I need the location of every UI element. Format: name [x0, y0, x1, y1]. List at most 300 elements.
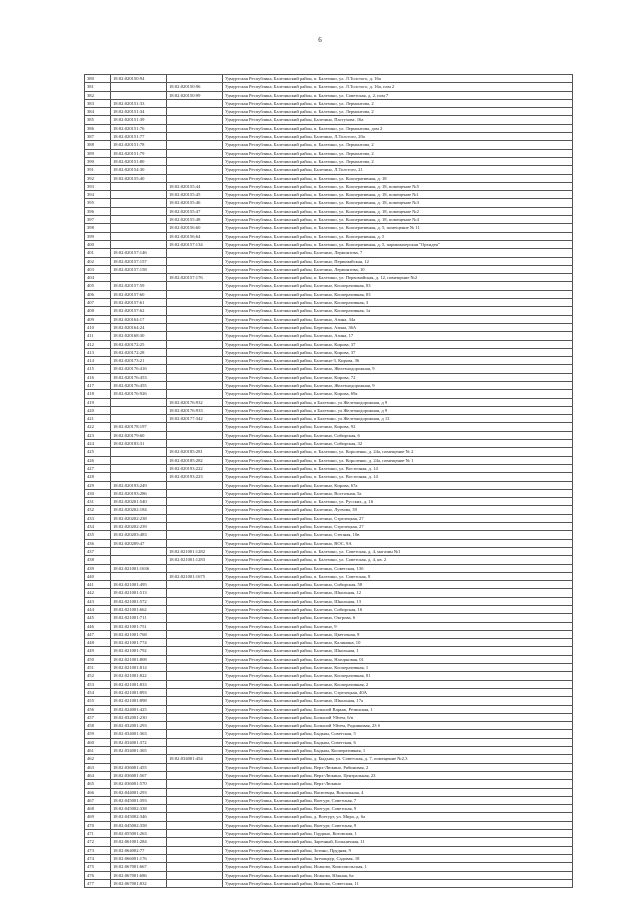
row-number-cell: 386	[85, 124, 111, 132]
premises-cadastral-number-cell	[167, 531, 223, 539]
cadastral-number-cell: 18:02:021001:792	[111, 647, 167, 655]
row-number-cell: 470	[85, 821, 111, 829]
table-row	[85, 854, 573, 862]
cadastral-number-cell	[111, 473, 167, 481]
address-cell: Удмуртская Республика, Балезинский район, Большой Варыж, Резинская, 1	[223, 705, 573, 713]
premises-cadastral-number-cell	[167, 672, 223, 680]
address-cell: Удмуртская Республика, Балезинский район, п. Балезино, ул. Советская, д. 4, магазин №1	[223, 547, 573, 555]
row-number-cell: 401	[85, 249, 111, 257]
cadastral-number-cell: 18:02:020201:540	[111, 498, 167, 506]
table-row	[85, 166, 573, 174]
cadastral-number-cell	[111, 448, 167, 456]
row-number-cell: 424	[85, 440, 111, 448]
cadastral-number-cell: 18:02:020154:30	[111, 166, 167, 174]
table-row	[85, 340, 573, 348]
table-row	[85, 182, 573, 190]
premises-cadastral-number-cell: 18:02:020155:48	[167, 216, 223, 224]
cadastral-number-cell: 18:02:036001:567	[111, 771, 167, 779]
table-row	[85, 697, 573, 705]
row-number-cell: 393	[85, 182, 111, 190]
row-number-cell: 455	[85, 697, 111, 705]
cadastral-number-cell: 18:02:045002:338	[111, 805, 167, 813]
address-cell: Удмуртская Республика, Балезинский район, Балезино, Железнодорожная, 9	[223, 381, 573, 389]
cadastral-number-cell: 18:02:020176:416	[111, 365, 167, 373]
row-number-cell: 380	[85, 75, 111, 83]
premises-cadastral-number-cell	[167, 423, 223, 431]
address-cell: Удмуртская Республика, Балезинский район, Балезино, Сибирская, 32	[223, 440, 573, 448]
premises-cadastral-number-cell	[167, 265, 223, 273]
premises-cadastral-number-cell	[167, 323, 223, 331]
cadastral-number-cell: 18:02:055001:263	[111, 830, 167, 838]
row-number-cell: 402	[85, 257, 111, 265]
row-number-cell: 427	[85, 464, 111, 472]
table-row	[85, 763, 573, 771]
premises-cadastral-number-cell	[167, 141, 223, 149]
premises-cadastral-number-cell	[167, 730, 223, 738]
table-row	[85, 282, 573, 290]
address-cell: Удмуртская Республика, Балезинский район, п. Балезино, ул. Кооперативная, д. 18, помещение №3	[223, 199, 573, 207]
cadastral-number-cell: 18:02:020155:40	[111, 174, 167, 182]
table-row	[85, 274, 573, 282]
address-cell: Удмуртская Республика, Балезинский район, п. Балезино, ул. Первомайская, д. 12, помещение №2	[223, 274, 573, 282]
address-cell: Удмуртская Республика, Балезинский район, Балезино, Стрелецкая, 27	[223, 523, 573, 531]
address-cell: Удмуртская Республика, Балезинский район, п. Балезино, ул. Кооперативная, д. 18, помещение №5	[223, 182, 573, 190]
table-row	[85, 581, 573, 589]
table-row	[85, 655, 573, 663]
table-row	[85, 440, 573, 448]
table-row	[85, 149, 573, 157]
table-row	[85, 713, 573, 721]
row-number-cell: 414	[85, 357, 111, 365]
table-row	[85, 796, 573, 804]
cadastral-number-cell	[111, 207, 167, 215]
cadastral-number-cell: 18:02:020164:24	[111, 323, 167, 331]
row-number-cell: 396	[85, 207, 111, 215]
row-number-cell: 432	[85, 506, 111, 514]
premises-cadastral-number-cell	[167, 290, 223, 298]
row-number-cell: 417	[85, 381, 111, 389]
premises-cadastral-number-cell: 18:02:021001:1282	[167, 547, 223, 555]
address-cell: Удмуртская Республика, Балезинский район, Балезино, ВОС, 9А	[223, 539, 573, 547]
table-row	[85, 357, 573, 365]
table-row	[85, 174, 573, 182]
row-number-cell: 381	[85, 83, 111, 91]
cadastral-number-cell: 18:02:020151:39	[111, 116, 167, 124]
address-cell: Удмуртская Республика, Балезинский район, д. Быдьин, ул. Советская, д. 7, помещение №2,3	[223, 755, 573, 763]
row-number-cell: 436	[85, 539, 111, 547]
row-number-cell: 408	[85, 307, 111, 315]
address-cell: Удмуртская Республика, Балезинский район, д. Воегурт, ул. Мира, д. 6а	[223, 813, 573, 821]
cadastral-number-cell: 18:02:020176:453	[111, 373, 167, 381]
address-cell: Удмуртская Республика, Балезинский район, Балезино, Стрелецкая, 40А	[223, 688, 573, 696]
table-row	[85, 390, 573, 398]
cadastral-number-cell	[111, 274, 167, 282]
row-number-cell: 405	[85, 282, 111, 290]
address-cell: Удмуртская Республика, Балезинский район, Исаково, Южная, 6а	[223, 871, 573, 879]
premises-cadastral-number-cell	[167, 523, 223, 531]
address-cell: Удмуртская Республика, Балезинский район, Балезино, Школьная, 17а	[223, 697, 573, 705]
table-row	[85, 116, 573, 124]
premises-cadastral-number-cell	[167, 722, 223, 730]
cadastral-number-cell: 18:02:021001:814	[111, 664, 167, 672]
row-number-cell: 406	[85, 290, 111, 298]
address-cell: Удмуртская Республика, Балезинский район, Исаково, Комсомольская, 1	[223, 863, 573, 871]
table-row	[85, 597, 573, 605]
cadastral-number-cell: 18:02:064002:77	[111, 846, 167, 854]
address-cell: Удмуртская Республика, Балезинский район, Балезино, Школьная, 13	[223, 597, 573, 605]
address-cell: Удмуртская Республика, Балезинский район, Березина, Азина, 36А	[223, 323, 573, 331]
table-row	[85, 630, 573, 638]
address-cell: Удмуртская Республика, Балезинский район, Гордино, Котовская, 1	[223, 830, 573, 838]
address-cell: Удмуртская Республика, Балезинский район, Воегурт, Советская, 9	[223, 805, 573, 813]
row-number-cell: 388	[85, 141, 111, 149]
table-row	[85, 664, 573, 672]
row-number-cell: 397	[85, 216, 111, 224]
cadastral-number-cell: 18:02:020164:17	[111, 315, 167, 323]
address-cell: Удмуртская Республика, Балезинский район, Балезино, Восточная, 5а	[223, 489, 573, 497]
address-cell: Удмуртская Республика, Балезинский район, п. Балезино, ул. Кооперативная, д. 18	[223, 174, 573, 182]
premises-cadastral-number-cell	[167, 805, 223, 813]
cadastral-number-cell	[111, 199, 167, 207]
address-cell: Удмуртская Республика, Балезинский район, Балезино, Цветочная, 8	[223, 630, 573, 638]
row-number-cell: 473	[85, 846, 111, 854]
row-number-cell: 389	[85, 149, 111, 157]
address-cell: Удмуртская Республика, Балезинский район, Балезино, Кирова, 92	[223, 423, 573, 431]
premises-cadastral-number-cell	[167, 813, 223, 821]
row-number-cell: 458	[85, 722, 111, 730]
cadastral-number-cell: 18:02:020157:59	[111, 282, 167, 290]
address-cell: Удмуртская Республика, Балезинский район, п Балезино, ул Железнодорожная, д 9	[223, 406, 573, 414]
cadastral-number-cell	[111, 547, 167, 555]
table-row	[85, 207, 573, 215]
premises-cadastral-number-cell: 18:02:020156:64	[167, 232, 223, 240]
address-cell: Удмуртская Республика, Балезинский район, Балезино-3, Кирова, 36	[223, 357, 573, 365]
table-row	[85, 224, 573, 232]
premises-cadastral-number-cell: 18:02:020185:282	[167, 456, 223, 464]
cadastral-number-cell	[111, 91, 167, 99]
premises-cadastral-number-cell	[167, 664, 223, 672]
table-row	[85, 688, 573, 696]
row-number-cell: 404	[85, 274, 111, 282]
table-row	[85, 456, 573, 464]
premises-cadastral-number-cell	[167, 780, 223, 788]
premises-cadastral-number-cell: 18:02:020193:223	[167, 473, 223, 481]
cadastral-number-cell: 18:02:021001:893	[111, 688, 167, 696]
premises-cadastral-number-cell	[167, 771, 223, 779]
row-number-cell: 415	[85, 365, 111, 373]
cadastral-number-cell: 18:02:034001:363	[111, 730, 167, 738]
row-number-cell: 382	[85, 91, 111, 99]
cadastral-number-cell: 18:02:067001:667	[111, 863, 167, 871]
address-cell: Удмуртская Республика, Балезинский район, п. Балезино, ул. Короленко, д. 24а, помещение № 1	[223, 456, 573, 464]
premises-cadastral-number-cell: 18:02:020150:96	[167, 83, 223, 91]
row-number-cell: 477	[85, 879, 111, 887]
premises-cadastral-number-cell	[167, 871, 223, 879]
cadastral-number-cell: 18:02:045002:358	[111, 821, 167, 829]
address-cell: Удмуртская Республика, Балезинский район, Балезино, Нагорновая, 01	[223, 655, 573, 663]
address-cell: Удмуртская Республика, Балезинский район, Балезино, Кирова, 72	[223, 373, 573, 381]
table-row	[85, 265, 573, 273]
address-cell: Удмуртская Республика, Балезинский район, Воегурт, Советская, 9	[223, 821, 573, 829]
premises-cadastral-number-cell	[167, 713, 223, 721]
table-row	[85, 332, 573, 340]
premises-cadastral-number-cell	[167, 381, 223, 389]
address-cell: Удмуртская Республика, Балезинский район, Балезино, Советская, 13б	[223, 564, 573, 572]
row-number-cell: 400	[85, 240, 111, 248]
row-number-cell: 384	[85, 108, 111, 116]
row-number-cell: 412	[85, 340, 111, 348]
cadastral-number-cell: 18:02:020157:62	[111, 307, 167, 315]
cadastral-number-cell: 18:02:067001:832	[111, 879, 167, 887]
table-row	[85, 647, 573, 655]
address-cell: Удмуртская Республика, Балезинский район, Балезино, Кирова, 37	[223, 340, 573, 348]
cadastral-number-cell: 18:02:020172:28	[111, 348, 167, 356]
premises-cadastral-number-cell	[167, 124, 223, 132]
table-row	[85, 755, 573, 763]
address-cell: Удмуртская Республика, Балезинский район, Балезино, Л.Толстого, 21	[223, 166, 573, 174]
address-cell: Удмуртская Республика, Балезинский район, Балезино, Лермонтова, 10	[223, 265, 573, 273]
cadastral-number-cell: 18:02:020172:25	[111, 340, 167, 348]
table-row	[85, 157, 573, 165]
table-row	[85, 788, 573, 796]
table-row	[85, 191, 573, 199]
row-number-cell: 476	[85, 871, 111, 879]
address-cell: Удмуртская Республика, Балезинский район, п. Балезино, ул. Кооперативная, д. 5, парикмахерская "Орхидея"	[223, 240, 573, 248]
premises-cadastral-number-cell	[167, 639, 223, 647]
table-row	[85, 614, 573, 622]
premises-cadastral-number-cell	[167, 738, 223, 746]
address-cell: Удмуртская Республика, Балезинский район, Быдьин, Советская, 5	[223, 730, 573, 738]
cadastral-number-cell: 18:02:020193:249	[111, 481, 167, 489]
table-row	[85, 556, 573, 564]
row-number-cell: 391	[85, 166, 111, 174]
premises-cadastral-number-cell: 18:02:020176:932	[167, 398, 223, 406]
table-row	[85, 506, 573, 514]
premises-cadastral-number-cell	[167, 863, 223, 871]
table-row	[85, 133, 573, 141]
cadastral-number-cell: 18:02:020179:60	[111, 431, 167, 439]
address-cell: Удмуртская Республика, Балезинский район, п. Балезино, ул. Кооперативная, д. 18, помещение №4	[223, 216, 573, 224]
address-cell: Удмуртская Республика, Балезинский район, Балезино, Кооперативная, 3	[223, 299, 573, 307]
cadastral-number-cell: 18:02:021001:662	[111, 606, 167, 614]
premises-cadastral-number-cell	[167, 655, 223, 663]
row-number-cell: 446	[85, 622, 111, 630]
cadastral-number-cell: 18:02:021001:711	[111, 614, 167, 622]
table-row	[85, 373, 573, 381]
cadastral-number-cell	[111, 224, 167, 232]
row-number-cell: 469	[85, 813, 111, 821]
row-number-cell: 422	[85, 423, 111, 431]
cadastral-number-cell: 18:02:020151:78	[111, 141, 167, 149]
address-cell: Удмуртская Республика, Балезинский район, п. Балезино, ул. Кооперативная, д. 5, помещение № 11	[223, 224, 573, 232]
premises-cadastral-number-cell	[167, 630, 223, 638]
cadastral-number-cell	[111, 240, 167, 248]
cadastral-number-cell: 18:02:020151:76	[111, 124, 167, 132]
address-cell: Удмуртская Республика, Балезинский район, Верх-Люкино, Центральная, 23	[223, 771, 573, 779]
row-number-cell: 425	[85, 448, 111, 456]
row-number-cell: 453	[85, 680, 111, 688]
row-number-cell: 475	[85, 863, 111, 871]
table-row	[85, 348, 573, 356]
table-row	[85, 398, 573, 406]
table-row	[85, 381, 573, 389]
table-row	[85, 680, 573, 688]
row-number-cell: 433	[85, 514, 111, 522]
row-number-cell: 442	[85, 589, 111, 597]
table-row	[85, 365, 573, 373]
cadastral-number-cell: 18:02:067001:686	[111, 871, 167, 879]
premises-cadastral-number-cell	[167, 365, 223, 373]
table-row	[85, 240, 573, 248]
premises-cadastral-number-cell	[167, 299, 223, 307]
row-number-cell: 409	[85, 315, 111, 323]
address-cell: Удмуртская Республика, Балезинский район, Васютвцы, Вокзальная, 4	[223, 788, 573, 796]
premises-cadastral-number-cell	[167, 174, 223, 182]
cadastral-number-cell: 18:02:020150:94	[111, 75, 167, 83]
row-number-cell: 441	[85, 581, 111, 589]
row-number-cell: 385	[85, 116, 111, 124]
premises-cadastral-number-cell	[167, 133, 223, 141]
table-row	[85, 406, 573, 414]
row-number-cell: 463	[85, 763, 111, 771]
table-row	[85, 771, 573, 779]
row-number-cell: 431	[85, 498, 111, 506]
address-cell: Удмуртская Республика, Балезинский район, Балезино, Первомайская, 12	[223, 257, 573, 265]
row-number-cell: 418	[85, 390, 111, 398]
row-number-cell: 471	[85, 830, 111, 838]
table-row	[85, 299, 573, 307]
premises-cadastral-number-cell	[167, 373, 223, 381]
row-number-cell: 452	[85, 672, 111, 680]
row-number-cell: 430	[85, 489, 111, 497]
premises-cadastral-number-cell: 18:02:020155:47	[167, 207, 223, 215]
premises-cadastral-number-cell: 18:02:020176:933	[167, 406, 223, 414]
address-cell: Удмуртская Республика, Балезинский район, Балезино, Сибирская, 16	[223, 606, 573, 614]
table-row	[85, 572, 573, 580]
address-cell: Удмуртская Республика, Балезинский район, п. Балезино, ул. Русских, д. 16	[223, 498, 573, 506]
cadastral-number-cell: 18:02:036001:455	[111, 763, 167, 771]
address-cell: Удмуртская Республика, Балезинский район, Балезино, Азина, 17	[223, 332, 573, 340]
address-cell: Удмуртская Республика, Балезинский район, Балезино, Азина, 34а	[223, 315, 573, 323]
row-number-cell: 395	[85, 199, 111, 207]
table-row	[85, 489, 573, 497]
premises-cadastral-number-cell: 18:02:020150:99	[167, 91, 223, 99]
address-cell: Удмуртская Республика, Балезинский район, Балезино, Кооперативная, 1а	[223, 307, 573, 315]
cadastral-number-cell: 18:02:021001:774	[111, 639, 167, 647]
table-row	[85, 639, 573, 647]
address-cell: Удмуртская Республика, Балезинский район, Воегурт, Советская, 7	[223, 796, 573, 804]
row-number-cell: 451	[85, 664, 111, 672]
address-cell: Удмуртская Республика, Балезинский район, п. Балезино, ул. Кооперативная, д. 18, помещение №2	[223, 207, 573, 215]
address-cell: Удмуртская Республика, Балезинский район, Быдьин, Советская, 6	[223, 738, 573, 746]
address-cell: Удмуртская Республика, Балезинский район, Балезино, Октрова, 6	[223, 614, 573, 622]
premises-cadastral-number-cell	[167, 846, 223, 854]
address-cell: Удмуртская Республика, Балезинский район, п Балезино, ул Железнодорожная, д 13	[223, 415, 573, 423]
premises-cadastral-number-cell: 18:02:020193:222	[167, 464, 223, 472]
table-row	[85, 838, 573, 846]
premises-cadastral-number-cell	[167, 75, 223, 83]
table-row	[85, 431, 573, 439]
address-cell: Удмуртская Республика, Балезинский район, Балезино, Лугвова, 39	[223, 506, 573, 514]
row-number-cell: 383	[85, 99, 111, 107]
cadastral-number-cell: 18:02:020183:31	[111, 440, 167, 448]
premises-cadastral-number-cell: 18:02:021001:1675	[167, 572, 223, 580]
address-cell: Удмуртская Республика, Балезинский район, Балезино, Пастухова, 16а	[223, 116, 573, 124]
table-row	[85, 830, 573, 838]
cadastral-number-cell: 18:02:021001:808	[111, 655, 167, 663]
table-row	[85, 307, 573, 315]
cadastral-number-cell: 18:02:020202:239	[111, 523, 167, 531]
row-number-cell: 437	[85, 547, 111, 555]
address-cell: Удмуртская Республика, Балезинский район, п. Балезино, ул. Лермонтова, 2	[223, 141, 573, 149]
cadastral-number-cell	[111, 755, 167, 763]
address-cell: Удмуртская Республика, Балезинский район, Балезино, Л.Толстого, 20а	[223, 133, 573, 141]
address-cell: Удмуртская Республика, Балезинский район, Большой Уйтем, 6/в	[223, 713, 573, 721]
table-row	[85, 423, 573, 431]
address-cell: Удмуртская Республика, Балезинский район, Балезино, Стрелецкая, 27	[223, 514, 573, 522]
cadastral-number-cell: 18:02:021001:822	[111, 672, 167, 680]
row-number-cell: 443	[85, 597, 111, 605]
address-cell: Удмуртская Республика, Балезинский район, п. Балезино, ул. Лермонтова, 2	[223, 157, 573, 165]
address-cell: Удмуртская Республика, Балезинский район, Балезино, Кооперативная, 1	[223, 664, 573, 672]
row-number-cell: 454	[85, 688, 111, 696]
premises-cadastral-number-cell	[167, 614, 223, 622]
premises-cadastral-number-cell: 18:02:020155:44	[167, 182, 223, 190]
premises-cadastral-number-cell	[167, 357, 223, 365]
premises-cadastral-number-cell: 18:02:020155:46	[167, 199, 223, 207]
cadastral-number-cell: 18:02:020168:30	[111, 332, 167, 340]
premises-cadastral-number-cell	[167, 697, 223, 705]
address-cell: Удмуртская Республика, Балезинский район, Зятчицкур, Садовая, 18	[223, 854, 573, 862]
address-cell: Удмуртская Республика, Балезинский район, Балезино, Школьная, 12	[223, 589, 573, 597]
address-cell: Удмуртская Республика, Балезинский район, п. Балезино, ул. Л.Толстого, д. 16а, пом 2	[223, 83, 573, 91]
address-cell: Удмуртская Республика, Балезинский район, Балезино, Школьная, 1	[223, 647, 573, 655]
cadastral-number-cell: 18:02:024001:425	[111, 705, 167, 713]
address-cell: Удмуртская Республика, Балезинский район, Балезино, 9	[223, 622, 573, 630]
address-cell: Удмуртская Республика, Балезинский район, Балезино, Кооперативная, 03	[223, 282, 573, 290]
row-number-cell: 413	[85, 348, 111, 356]
address-cell: Удмуртская Республика, Балезинский район, Балезино, Кирова, 37	[223, 348, 573, 356]
row-number-cell: 435	[85, 531, 111, 539]
row-number-cell: 394	[85, 191, 111, 199]
address-cell: Удмуртская Республика, Балезинский район, Верх-Люкино, Рябиновая, 2	[223, 763, 573, 771]
premises-cadastral-number-cell	[167, 680, 223, 688]
row-number-cell: 457	[85, 713, 111, 721]
cadastral-number-cell: 18:02:021001:751	[111, 622, 167, 630]
table-row	[85, 871, 573, 879]
premises-cadastral-number-cell	[167, 307, 223, 315]
cadastral-number-cell: 18:02:021001:572	[111, 597, 167, 605]
address-cell: Удмуртская Республика, Балезинский район, Балезино, Кирова, 67а	[223, 481, 573, 489]
row-number-cell: 459	[85, 730, 111, 738]
address-cell: Удмуртская Республика, Балезинский район, п. Балезино, ул. Лермонтова, дом 2	[223, 124, 573, 132]
page-number: 6	[318, 36, 322, 44]
address-cell: Удмуртская Республика, Балезинский район, Балезино, Кирова, 69а	[223, 390, 573, 398]
row-number-cell: 465	[85, 780, 111, 788]
premises-cadastral-number-cell: 18:02:020157:134	[167, 240, 223, 248]
row-number-cell: 438	[85, 556, 111, 564]
table-row	[85, 124, 573, 132]
premises-cadastral-number-cell	[167, 481, 223, 489]
cadastral-number-cell: 18:02:034001:372	[111, 738, 167, 746]
cadastral-number-cell: 18:02:036001:570	[111, 780, 167, 788]
table-row	[85, 813, 573, 821]
row-number-cell: 466	[85, 788, 111, 796]
table-row	[85, 315, 573, 323]
cadastral-number-cell	[111, 191, 167, 199]
premises-cadastral-number-cell	[167, 854, 223, 862]
address-cell: Удмуртская Республика, Балезинский район, Балезино, Железнодорожная, 9	[223, 365, 573, 373]
